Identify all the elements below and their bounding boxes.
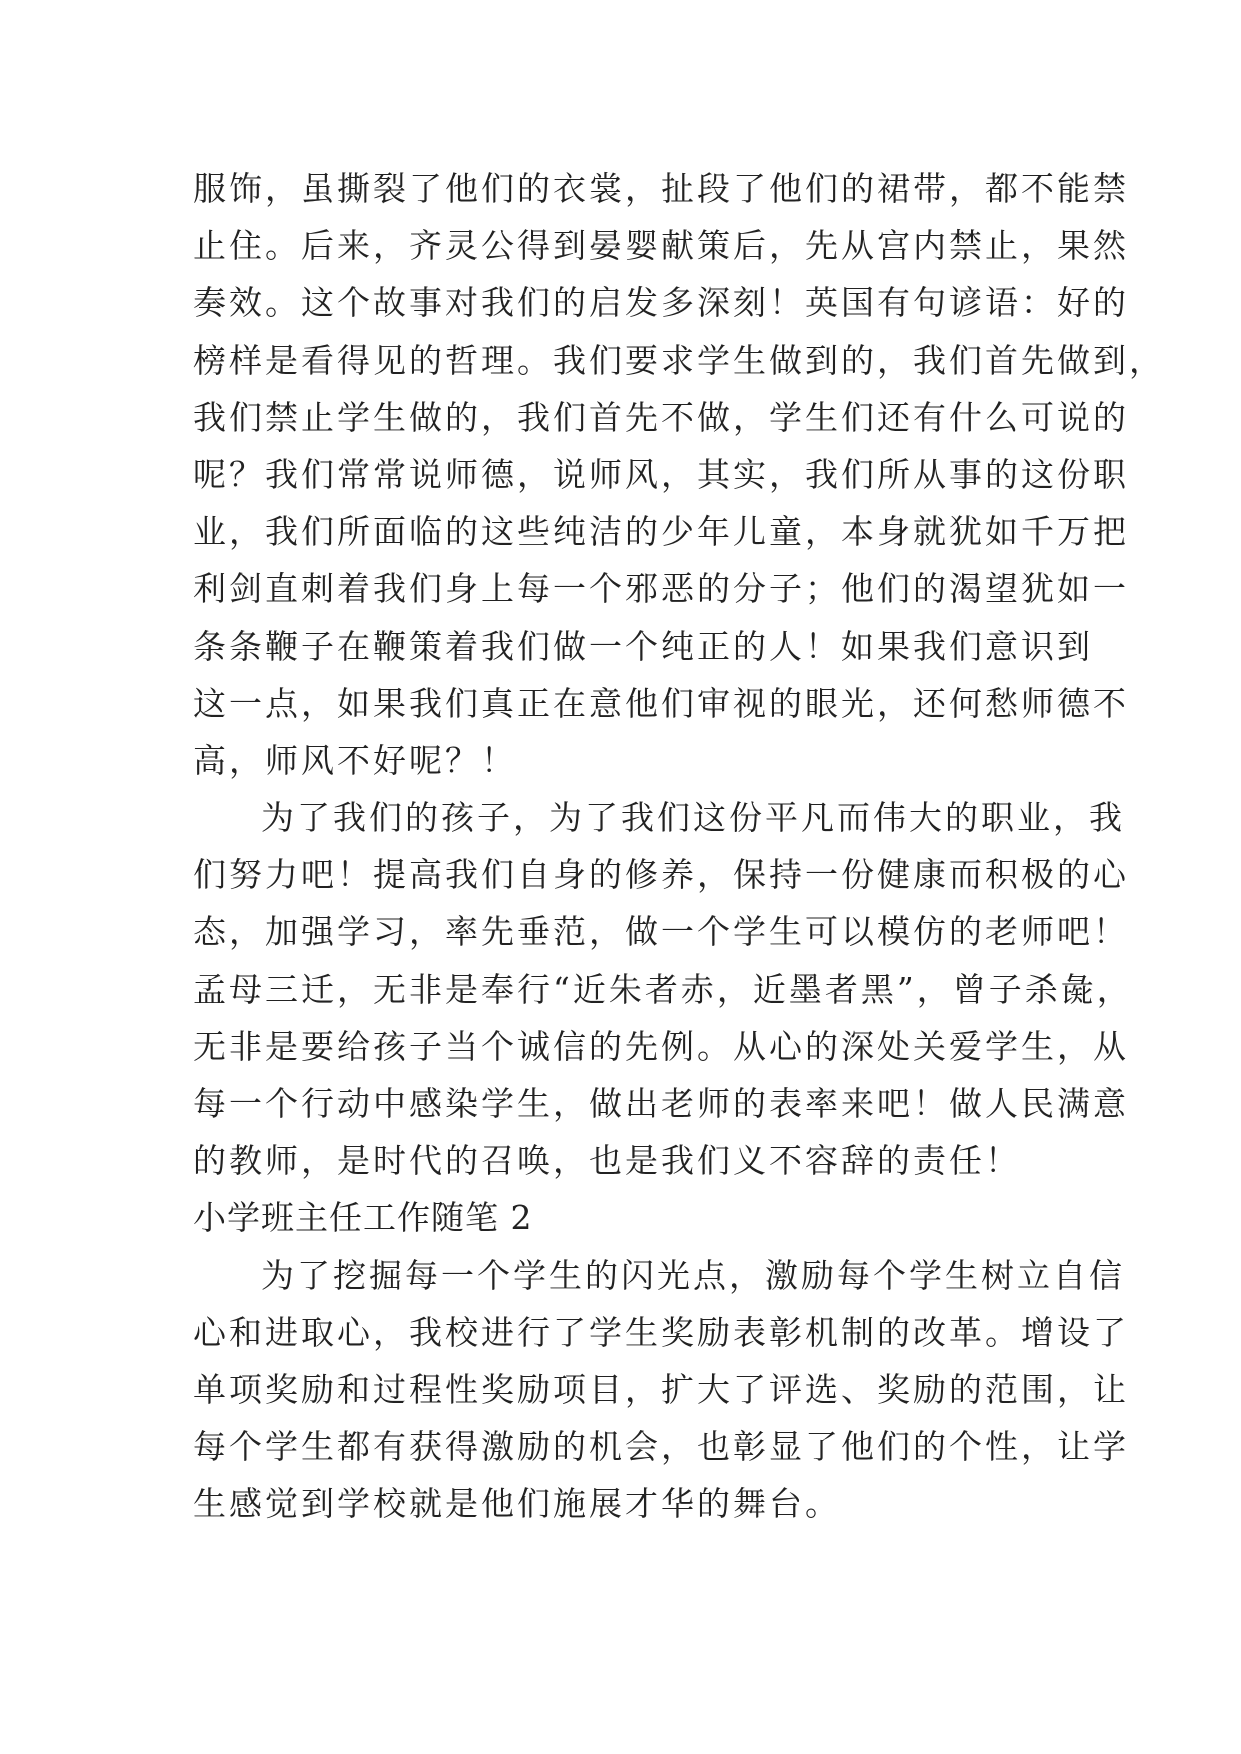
paragraph-line: 每个学生都有获得激励的机会，也彰显了他们的个性，让学	[193, 1427, 1129, 1467]
section-heading: 小学班主任工作随笔 2	[193, 1198, 533, 1238]
paragraph-line: 这一点，如果我们真正在意他们审视的眼光，还何愁师德不	[193, 683, 1129, 723]
paragraph-line: 利剑直刺着我们身上每一个邪恶的分子；他们的渴望犹如一	[193, 569, 1129, 609]
paragraph-line: 无非是要给孩子当个诚信的先例。从心的深处关爱学生，从	[193, 1026, 1129, 1066]
paragraph-line: 心和进取心，我校进行了学生奖励表彰机制的改革。增设了	[193, 1312, 1129, 1352]
paragraph-line: 的教师，是时代的召唤，也是我们义不容辞的责任！	[193, 1141, 1021, 1181]
paragraph-line: 为了我们的孩子，为了我们这份平凡而伟大的职业，我	[261, 798, 1125, 838]
paragraph-3	[193, 1247, 1129, 1533]
paragraph-line: 呢？我们常常说师德，说师风，其实，我们所从事的这份职	[193, 454, 1129, 494]
paragraph-line: 们努力吧！提高我们自身的修养，保持一份健康而积极的心	[193, 855, 1129, 895]
document-body	[193, 160, 1165, 1533]
paragraph-line: 我们禁止学生做的，我们首先不做，学生们还有什么可说的	[193, 397, 1129, 437]
paragraph-line: 条条鞭子在鞭策着我们做一个纯正的人！如果我们意识到	[193, 626, 1093, 666]
paragraph-line: 榜样是看得见的哲理。我们要求学生做到的，我们首先做到，	[193, 340, 1165, 380]
paragraph-2	[193, 789, 1133, 1189]
paragraph-line: 每一个行动中感染学生，做出老师的表率来吧！做人民满意	[193, 1084, 1129, 1123]
paragraph-line: 高，师风不好呢？！	[193, 740, 517, 780]
paragraph-line: 孟母三迁，无非是奉行“近朱者赤，近墨者黑”，曾子杀彘，	[193, 969, 1133, 1009]
paragraph-line: 生感觉到学校就是他们施展才华的舞台。	[193, 1484, 841, 1524]
paragraph-line: 态，加强学习，率先垂范，做一个学生可以模仿的老师吧！	[193, 912, 1129, 952]
paragraph-line: 奏效。这个故事对我们的启发多深刻！英国有句谚语：好的	[193, 283, 1129, 323]
paragraph-line: 业，我们所面临的这些纯洁的少年儿童，本身就犹如千万把	[193, 512, 1129, 552]
paragraph-line: 服饰，虽撕裂了他们的衣裳，扯段了他们的裙带，都不能禁	[193, 169, 1129, 208]
paragraph-1	[193, 160, 1165, 789]
paragraph-line: 为了挖掘每一个学生的闪光点，激励每个学生树立自信	[261, 1255, 1125, 1295]
paragraph-line: 单项奖励和过程性奖励项目，扩大了评选、奖励的范围，让	[193, 1369, 1129, 1409]
paragraph-line: 止住。后来，齐灵公得到晏婴献策后，先从宫内禁止，果然	[193, 226, 1129, 266]
